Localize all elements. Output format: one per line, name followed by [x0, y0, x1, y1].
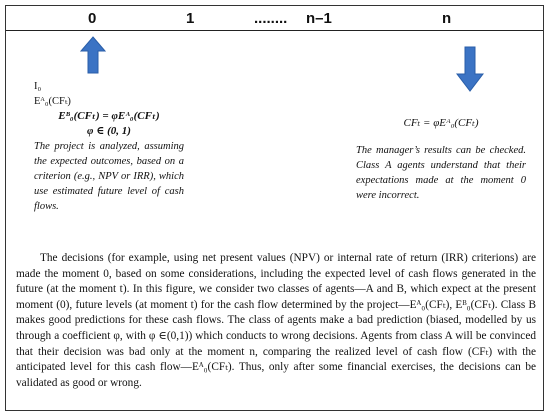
- phi-range-formula: φ ∈ (0, 1): [87, 125, 131, 137]
- figure-frame: [5, 5, 544, 411]
- moment-n-label: n: [442, 10, 452, 27]
- realized-cashflow-formula: CFₜ = φEᴬ₀(CFₜ): [403, 117, 479, 129]
- up-arrow-icon: [80, 36, 106, 74]
- left-annotation: [34, 79, 184, 214]
- right-description: The manager’s results can be checked. Class A agents understand that their expectations made at the moment 0 were incorrect.: [356, 145, 526, 201]
- moment-0-label: 0: [88, 10, 97, 27]
- moment-1-label: 1: [186, 10, 195, 27]
- timeline-header: [6, 6, 543, 31]
- left-description: The project is analyzed, assuming the expected outcomes, based on a criterion (e.g., NPV or IRR), which use estimated future level of cash flows.: [34, 141, 184, 212]
- class-b-formula: Eᴮ₀(CFₜ) = φEᴬ₀(CFₜ): [58, 110, 160, 122]
- caption-paragraph: The decisions (for example, using net present values (NPV) or internal rate of return (IRR) criterions) are made the moment 0, based on some considerations, including the expected level of cash flows generated in the future (at the moment t). In this figure, we consider two classes of agents—A and B, which expect at the present moment (0), future levels (at moment t) for the cash flow determined by the project—Eᴬ₀(CFₜ), Eᴮ₀(CFₜ). Class B makes good predictions for these cash flows. The class of agents make a bad prediction (biased, modelled by us through a coefficient φ, with φ ∈(0,1)) which conducts to wrong decisions. Agents from class A will be convinced that their decision was bad only at the moment n, comparing the realized level of cash flow (CFₜ) with the anticipated level for this cash flow—Eᴬ₀(CFₜ). Thus, only after some financial exercises, the decisions can be validated as good or wrong.: [16, 252, 536, 389]
- expected-cashflow-label: Eᴬ₀(CFₜ): [34, 96, 71, 107]
- moment-ellipsis-label: ........: [254, 10, 288, 27]
- initial-investment-label: I₀: [34, 81, 42, 92]
- down-arrow-icon: [456, 46, 484, 92]
- right-annotation: [356, 116, 526, 203]
- moment-n-minus-1-label: n–1: [306, 10, 332, 27]
